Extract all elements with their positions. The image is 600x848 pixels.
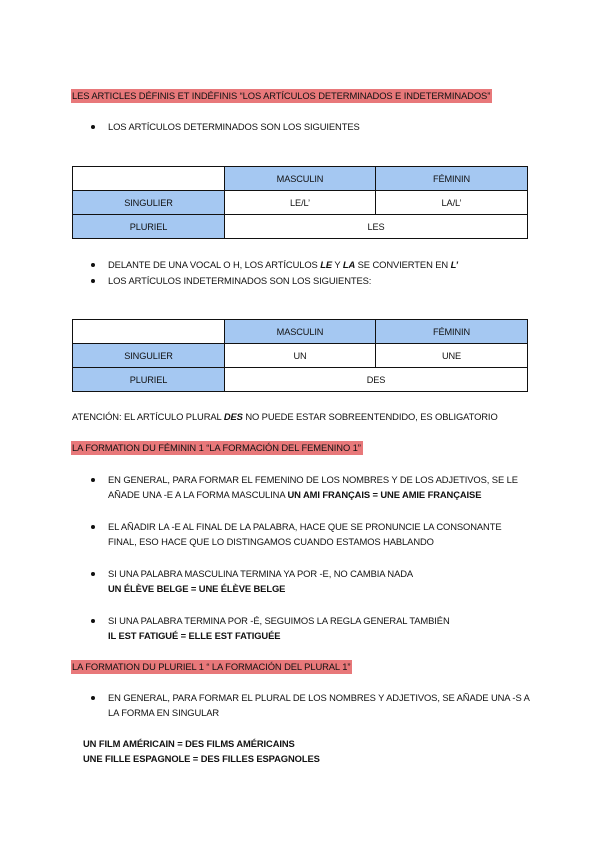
example-text: UN AMI FRANÇAIS = UNE AMIE FRANÇAISE	[287, 489, 482, 500]
heading-text: LES ARTICLES DÉFINIS ET INDÉFINIS “LOS ARTÍCULOS DETERMINADOS E INDETERMINADOS”	[72, 90, 491, 101]
section-heading-articles	[71, 89, 492, 103]
line-text: EN GENERAL, PARA FORMAR EL PLURAL DE LOS NOMBRES Y ADJETIVOS, SE AÑADE UNA -S A	[108, 692, 530, 703]
bullet-feminine-pronunciation	[108, 519, 502, 549]
cell-masculin-singulier: UN	[225, 344, 376, 368]
text-span: SE CONVIERTEN EN	[355, 259, 451, 270]
text-span: AÑADE UNA -E A LA FORMA MASCULINA	[108, 489, 288, 500]
bullet-dot	[91, 263, 95, 267]
section-heading-feminine	[71, 441, 363, 455]
table-header-row	[73, 320, 528, 344]
bullet-determined-articles: LOS ARTÍCULOS DETERMINADOS SON LOS SIGUIENTES	[108, 121, 360, 132]
bullet-feminine-ending-e	[108, 566, 413, 596]
example-text: UNE FILLE ESPAGNOLE = DES FILLES ESPAGNOLES	[83, 753, 320, 764]
plural-example-2	[83, 752, 320, 766]
bullet-plural-general	[108, 690, 530, 720]
table-empty-cell	[73, 320, 225, 344]
text-span: NO PUEDE ESTAR SOBREENTENDIDO, ES OBLIGATORIO	[242, 411, 498, 422]
bullet-vowel-rule	[108, 257, 458, 272]
header-feminin: FÉMININ	[376, 320, 528, 344]
section-heading-plural	[71, 660, 352, 674]
row-label-pluriel: PLURIEL	[73, 215, 225, 239]
bullet-dot	[91, 125, 95, 129]
example-text: UN FILM AMÉRICAIN = DES FILMS AMÉRICAINS	[83, 738, 295, 749]
row-label-singulier: SINGULIER	[73, 344, 225, 368]
header-masculin: MASCULIN	[225, 320, 376, 344]
bullet-dot	[91, 478, 95, 482]
table-row	[73, 344, 528, 368]
text-span: Y	[332, 259, 343, 270]
bullet-dot	[91, 525, 95, 529]
bullet-dot	[91, 572, 95, 576]
text-des: DES	[223, 411, 243, 422]
cell-feminin-singulier: LA/L’	[376, 191, 528, 215]
plural-example-1	[83, 737, 295, 751]
bullet-feminine-ending-e-acute	[108, 613, 450, 643]
bullet-dot	[91, 696, 95, 700]
line-text: FINAL, ESO HACE QUE LO DISTINGAMOS CUANDO ESTAMOS HABLANDO	[108, 536, 434, 547]
line-text: EL AÑADIR LA -E AL FINAL DE LA PALABRA, HACE QUE SE PRONUNCIE LA CONSONANTE	[108, 521, 502, 532]
bullet-feminine-general	[108, 472, 518, 502]
row-label-singulier: SINGULIER	[73, 191, 225, 215]
table-empty-cell	[73, 167, 225, 191]
cell-masculin-singulier: LE/L’	[225, 191, 376, 215]
line-text: SI UNA PALABRA TERMINA POR -É, SEGUIMOS LA REGLA GENERAL TAMBIÉN	[108, 615, 450, 626]
text-la: LA	[342, 259, 356, 270]
line-text: EN GENERAL, PARA FORMAR EL FEMENINO DE LOS NOMBRES Y DE LOS ADJETIVOS, SE LE	[108, 474, 518, 485]
text-l: L’	[450, 259, 459, 270]
table-header-row	[73, 167, 528, 191]
header-feminin: FÉMININ	[376, 167, 528, 191]
example-text: IL EST FATIGUÉ = ELLE EST FATIGUÉE	[108, 630, 281, 641]
bullet-dot	[91, 619, 95, 623]
cell-feminin-singulier: UNE	[376, 344, 528, 368]
example-text: UN ÉLÈVE BELGE = UNE ÉLÈVE BELGE	[108, 583, 286, 594]
indefinite-articles-table	[72, 319, 528, 392]
line-text	[108, 487, 518, 502]
bullet-indeterminate-articles: LOS ARTÍCULOS INDETERMINADOS SON LOS SIGUIENTES:	[108, 275, 372, 286]
text-span: DELANTE DE UNA VOCAL O H, LOS ARTÍCULOS	[108, 259, 321, 270]
bullet-dot	[91, 279, 95, 283]
cell-pluriel: LES	[225, 215, 528, 239]
table-row	[73, 191, 528, 215]
cell-pluriel: DES	[225, 368, 528, 392]
table-row	[73, 215, 528, 239]
line-text: SI UNA PALABRA MASCULINA TERMINA YA POR -E, NO CAMBIA NADA	[108, 568, 414, 579]
definite-articles-table	[72, 166, 528, 239]
heading-text: LA FORMATION DU PLURIEL 1 “ LA FORMACIÓN DEL PLURAL 1”	[72, 661, 351, 672]
heading-text: LA FORMATION DU FÉMININ 1 “LA FORMACIÓN DEL FEMENINO 1”	[72, 442, 361, 453]
line-text: LA FORMA EN SINGULAR	[108, 707, 220, 718]
text-le: LE	[320, 259, 332, 270]
header-masculin: MASCULIN	[225, 167, 376, 191]
text-span: ATENCIÓN: EL ARTÍCULO PLURAL	[72, 411, 224, 422]
plural-article-note	[72, 410, 498, 424]
row-label-pluriel: PLURIEL	[73, 368, 225, 392]
table-row	[73, 368, 528, 392]
